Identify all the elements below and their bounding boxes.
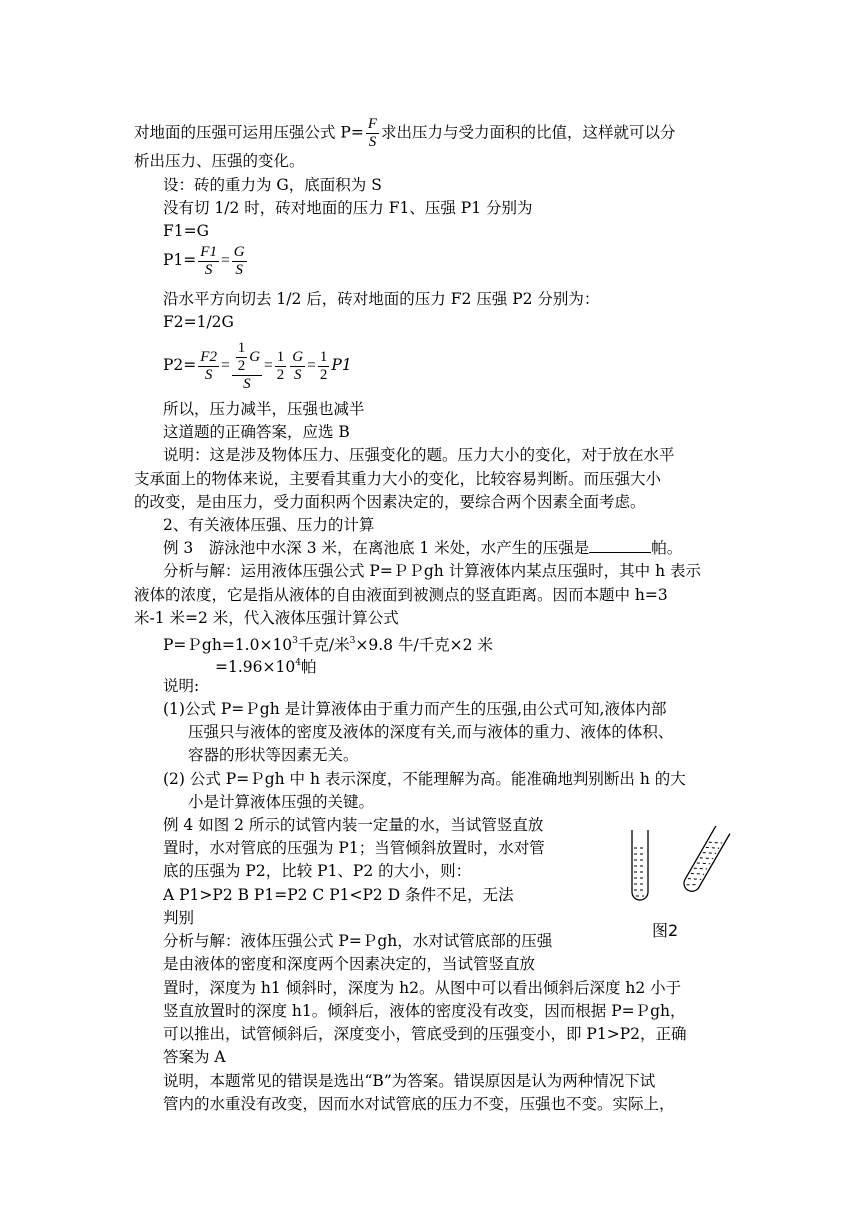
- text-line: 管内的水重没有改变，因而水对试管底的压力不变，压强也不变。实际上，: [163, 1095, 675, 1113]
- test-tubes-figure: [622, 826, 740, 946]
- text-span: P=Ｐgh=1.0×10: [163, 636, 293, 654]
- text-span: P2=: [163, 356, 197, 374]
- fraction-f-over-s: [366, 116, 379, 151]
- text-line: [215, 652, 316, 678]
- text-line: 容器的形状等因素无关。: [188, 746, 359, 764]
- denominator: S: [235, 261, 243, 278]
- text-line: F2=1/2G: [163, 313, 234, 331]
- text-line: 说明:: [163, 677, 200, 695]
- text-line: [163, 630, 493, 656]
- text-span: ×9.8 牛/千克×2 米: [355, 636, 493, 654]
- text-span: 千克/米: [297, 636, 350, 654]
- fraction: [232, 244, 247, 279]
- text-span: 帕。: [651, 539, 683, 557]
- text-line: 置时，深度为 h1 倾斜时，深度为 h2。从图中可以看出倾斜后深度 h2 小于: [163, 979, 682, 997]
- fraction: [275, 349, 287, 384]
- fraction: [290, 349, 305, 384]
- text-line: 压强只与液体的密度及液体的深度有关,而与液体的重力、液体的体积、: [188, 723, 674, 741]
- numerator: G: [292, 348, 304, 365]
- text-line: 例 4 如图 2 所示的试管内装一定量的水，当试管竖直放: [163, 816, 544, 834]
- superscript: 4: [295, 658, 301, 668]
- text-span: 对地面的压强可运用压强公式 P=: [134, 123, 364, 142]
- text-line: [134, 116, 676, 151]
- numerator: F1: [200, 243, 217, 260]
- variable: P1: [331, 356, 352, 374]
- text-span: 求出压力与受力面积的比值，这样就可以分: [381, 123, 676, 142]
- numerator: 1: [276, 348, 285, 365]
- text-line: 沿水平方向切去 1/2 后，砖对地面的压力 F2 压强 P2 分别为：: [163, 290, 600, 308]
- figure-caption: 图2: [652, 921, 679, 940]
- compound-fraction: [232, 340, 262, 393]
- numerator: F: [367, 116, 378, 132]
- answer-blank: [589, 538, 651, 553]
- text-line: A P1>P2 B P1=P2 C P1<P2 D 条件不足，无法: [163, 886, 514, 904]
- numerator: 1: [319, 348, 328, 365]
- equals-sign: =: [220, 357, 230, 374]
- numerator: 1: [237, 339, 246, 356]
- text-line: 竖直放置时的深度 h1。倾斜后，液体的密度没有改变，因而根据 P=Ｐgh，: [163, 1002, 686, 1020]
- text-line: 说明：这是涉及物体压力、压强变化的题。压力大小的变化，对于放在水平: [163, 446, 675, 464]
- equals-sign: =: [220, 252, 230, 269]
- text-line: 所以，压力减半，压强也减半: [163, 400, 365, 418]
- text-line: 这道题的正确答案，应选 B: [163, 423, 350, 441]
- denominator: S: [368, 134, 377, 150]
- vertical-test-tube: [632, 830, 648, 900]
- text-line: (2) 公式 P=Ｐgh 中 h 表示深度，不能理解为高。能准确地判别断出 h 的大: [163, 770, 686, 788]
- text-line: 液体的浓度，它是指从液体的自由液面到被测点的竖直距离。因而本题中 h=3: [134, 586, 668, 604]
- text-span: 例 3 游泳池中水深 3 米，在离池底 1 米处，水产生的压强是: [163, 539, 590, 557]
- formula-p1: [163, 240, 249, 281]
- text-line: 析出压力、压强的变化。: [134, 152, 305, 170]
- fraction: [198, 244, 219, 279]
- numerator: F2: [200, 348, 217, 365]
- text-span: P1=: [163, 251, 197, 269]
- denominator: S: [293, 366, 302, 383]
- denominator: S: [204, 261, 213, 278]
- text-line: 判别: [163, 909, 195, 927]
- text-line: 分析与解：液体压强公式 P=Ｐgh，水对试管底部的压强: [163, 932, 553, 950]
- text-line: F1=G: [163, 222, 209, 240]
- denominator: S: [243, 375, 251, 392]
- variable: G: [249, 348, 261, 365]
- text-line: 答案为 A: [163, 1048, 226, 1066]
- text-line: 分析与解：运用液体压强公式 P=ＰＰgh 计算液体内某点压强时，其中 h 表示: [163, 562, 702, 580]
- denominator: S: [204, 366, 213, 383]
- equals-sign: =: [307, 357, 316, 374]
- text-line: 是由液体的密度和深度两个因素决定的，当试管竖直放: [163, 955, 536, 973]
- superscript: 3: [349, 636, 356, 646]
- text-line: [163, 537, 682, 559]
- numerator: G: [233, 243, 245, 260]
- text-line: 设：砖的重力为 G，底面积为 S: [163, 176, 382, 194]
- denominator: 2: [319, 366, 328, 383]
- text-span: =1.96×10: [215, 658, 296, 676]
- tilted-test-tube: [681, 826, 730, 894]
- text-line: 说明，本题常见的错误是选出“B”为答案。错误原因是认为两种情况下试: [163, 1072, 656, 1090]
- formula-p2: [163, 336, 352, 395]
- denominator: 2: [276, 366, 285, 383]
- fraction: [318, 349, 330, 384]
- numerator: [232, 340, 262, 376]
- text-line: 小是计算液体压强的关键。: [188, 793, 375, 811]
- equals-sign: =: [264, 357, 273, 374]
- fraction: [198, 349, 219, 384]
- text-line: 没有切 1/2 时，砖对地面的压力 F1、压强 P1 分别为: [163, 199, 533, 217]
- section-heading: 2、有关液体压强、压力的计算: [163, 516, 375, 534]
- text-line: 米-1 米=2 米，代入液体压强计算公式: [134, 609, 399, 627]
- text-line: 支承面上的物体来说，主要看其重力大小的变化，比较容易判断。而压强大小: [134, 470, 662, 488]
- text-line: 置时，水对管底的压强为 P1；当管倾斜放置时，水对管: [163, 839, 545, 857]
- text-line: 底的压强为 P2，比较 P1、P2 的大小，则：: [163, 862, 472, 880]
- superscript: 3: [292, 636, 298, 646]
- text-span: 帕: [300, 658, 317, 676]
- denominator: 2: [237, 357, 246, 374]
- text-line: 的改变，是由压力，受力面积两个因素决定的，要综合两个因素全面考虑。: [134, 493, 646, 511]
- text-line: 可以推出，试管倾斜后，深度变小，管底受到的压强变小，即 P1>P2，正确: [163, 1025, 687, 1043]
- fraction: [236, 340, 248, 375]
- text-line: (1)公式 P=Ｐgh 是计算液体由于重力而产生的压强,由公式可知,液体内部: [163, 700, 667, 718]
